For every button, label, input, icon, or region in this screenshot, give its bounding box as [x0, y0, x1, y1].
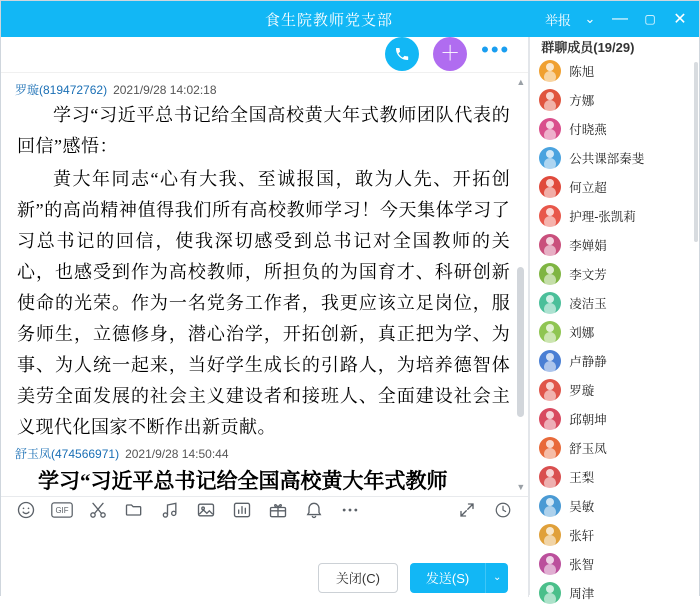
list-item[interactable]: [529, 433, 699, 462]
member-scroll-thumb[interactable]: [694, 62, 698, 242]
emoji-icon[interactable]: [15, 499, 37, 521]
message-list[interactable]: [1, 73, 528, 496]
member-name: 李婵娟: [569, 238, 607, 253]
avatar: [539, 205, 561, 227]
member-name: 李文芳: [569, 267, 607, 282]
avatar: [539, 582, 561, 604]
message-scrollbar[interactable]: [516, 77, 526, 492]
bottom-action-bar: [1, 558, 528, 597]
avatar: [539, 379, 561, 401]
send-button[interactable]: 发送(S): [410, 563, 485, 593]
member-panel: [529, 37, 699, 601]
bell-icon[interactable]: [303, 499, 325, 521]
scroll-up-icon[interactable]: ▲: [516, 76, 526, 87]
panel-divider: [529, 37, 530, 595]
music-icon[interactable]: [159, 499, 181, 521]
member-list[interactable]: [529, 56, 699, 607]
chat-action-bar: [1, 37, 528, 73]
chevron-down-icon[interactable]: ⌄: [584, 11, 596, 26]
member-name: 刘娜: [569, 325, 595, 340]
avatar: [539, 89, 561, 111]
list-item[interactable]: [529, 56, 699, 85]
sender-uin: (474566971): [51, 446, 120, 461]
phone-icon[interactable]: [385, 37, 419, 71]
member-name: 罗璇: [569, 383, 595, 398]
member-name: 公共课部秦斐: [569, 151, 645, 166]
avatar: [539, 60, 561, 82]
conversation-pane: [1, 37, 529, 597]
list-item[interactable]: [529, 201, 699, 230]
avatar: [539, 147, 561, 169]
folder-icon[interactable]: [123, 499, 145, 521]
list-item[interactable]: [529, 520, 699, 549]
member-name: 付晓燕: [569, 122, 607, 137]
window-title: 食生院教师党支部: [264, 11, 393, 29]
title-bar: [1, 1, 699, 37]
plus-icon[interactable]: ＋: [433, 37, 467, 71]
clock-icon[interactable]: [492, 499, 514, 521]
member-scrollbar[interactable]: [693, 56, 699, 607]
list-item[interactable]: [529, 172, 699, 201]
chart-icon[interactable]: [231, 499, 253, 521]
message-text: 黄大年同志“心有大我、至诚报国，敢为人先、开拓创新”的高尚精神值得我们所有高校教师学习！今天集体学习了习总书记的回信，使我深切感受到总书记对全国教师的关心，也感受到作为高校教师，所担负的为国育才、科研创新使命的光荣。作为一名党务工作者，我更应该立足岗位，服务师生，立德修身，潜心治学，开拓创新，真正把为学、为事、为人统一起来，当好学生成长的引路人，为培养德智体美劳全面发展的社会主义建设者和接班人、全面建设社会主义现代化国家不断作出新贡献。: [17, 168, 511, 437]
member-name: 邱朝坤: [569, 412, 607, 427]
member-name: 王梨: [569, 470, 595, 485]
avatar: [539, 263, 561, 285]
gif-icon[interactable]: [51, 499, 73, 521]
sender-name[interactable]: 罗璇: [15, 82, 40, 97]
svg-text:GIF: GIF: [55, 506, 69, 516]
member-name: 吴敏: [569, 499, 595, 514]
member-name: 陈旭: [569, 64, 595, 79]
list-item[interactable]: [529, 259, 699, 288]
member-name: 卢静静: [569, 354, 607, 369]
more-horizontal-icon[interactable]: [339, 499, 361, 521]
list-item[interactable]: [529, 85, 699, 114]
avatar: [539, 292, 561, 314]
avatar: [539, 118, 561, 140]
list-item[interactable]: [529, 375, 699, 404]
list-item[interactable]: [529, 346, 699, 375]
member-name: 何立超: [569, 180, 607, 195]
expand-icon[interactable]: [456, 499, 478, 521]
send-button-group: [410, 563, 508, 593]
maximize-icon[interactable]: ▢: [644, 12, 656, 26]
list-item[interactable]: [529, 491, 699, 520]
list-item[interactable]: [529, 114, 699, 143]
send-options-chevron-down-icon[interactable]: ⌄: [485, 563, 508, 593]
message-text: 学习“习近平总书记给全国高校黄大年式教师: [38, 468, 448, 493]
list-item[interactable]: [529, 143, 699, 172]
avatar: [539, 321, 561, 343]
message-input[interactable]: [1, 523, 528, 558]
minimize-icon[interactable]: —: [612, 10, 628, 27]
member-name: 张轩: [569, 528, 595, 543]
report-button[interactable]: 举报: [544, 12, 571, 28]
avatar: [539, 495, 561, 517]
avatar: [539, 176, 561, 198]
sender-uin: (819472762): [39, 82, 108, 97]
list-item[interactable]: [529, 462, 699, 491]
member-name: 舒玉凤: [569, 441, 607, 456]
avatar: [539, 524, 561, 546]
message-time: 2021/9/28 14:50:44: [125, 446, 229, 461]
member-name: 凌洁玉: [569, 296, 607, 311]
list-item[interactable]: [529, 578, 699, 607]
scissors-icon[interactable]: [87, 499, 109, 521]
window-body: [1, 37, 699, 601]
member-name: 周津: [569, 586, 595, 601]
member-name: 方娜: [569, 93, 595, 108]
list-item[interactable]: [529, 317, 699, 346]
message-time: 2021/9/28 14:02:18: [113, 82, 217, 97]
list-item[interactable]: [529, 404, 699, 433]
close-icon[interactable]: ✕: [673, 11, 687, 28]
list-item[interactable]: [529, 230, 699, 259]
editor-toolbar: [1, 496, 528, 524]
avatar: [539, 408, 561, 430]
avatar: [539, 234, 561, 256]
close-button[interactable]: 关闭(C): [318, 563, 398, 593]
list-item[interactable]: [529, 288, 699, 317]
member-name: 张智: [569, 557, 595, 572]
member-name: 护理-张凯莉: [569, 209, 636, 224]
sender-name[interactable]: 舒玉凤: [15, 446, 52, 461]
member-panel-title: 群聊成员(19/29): [541, 40, 635, 55]
scroll-thumb[interactable]: [517, 267, 524, 417]
list-item[interactable]: [529, 549, 699, 578]
message-header: [15, 81, 510, 98]
more-horizontal-icon[interactable]: •••: [481, 37, 511, 63]
avatar: [539, 350, 561, 372]
avatar: [539, 553, 561, 575]
title-bar-controls: [537, 4, 699, 34]
avatar: [539, 466, 561, 488]
message-text: 学习“习近平总书记给全国高校黄大年式教师团队代表的回信”感悟：: [17, 104, 511, 156]
gift-icon[interactable]: [267, 499, 289, 521]
image-icon[interactable]: [195, 499, 217, 521]
scroll-down-icon[interactable]: ▼: [516, 481, 526, 492]
message-header: [15, 445, 510, 462]
avatar: [539, 437, 561, 459]
